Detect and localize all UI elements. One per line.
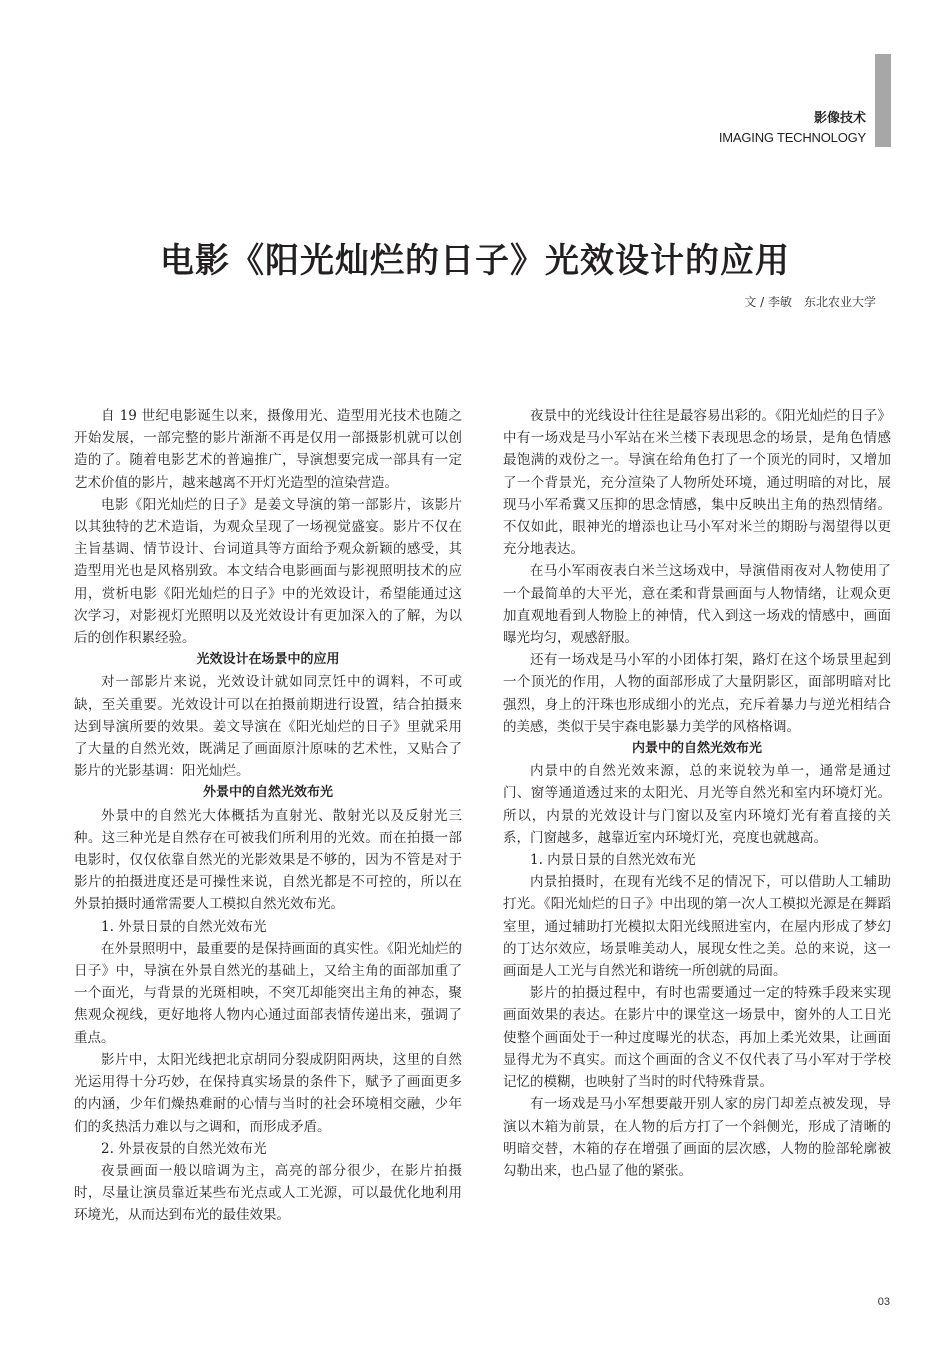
paragraph: 内景中的自然光效来源，总的来说较为单一，通常是通过门、窗等通道透过来的太阳光、月光等自然光和室内环境灯光。所以，内景的光效设计与门窗以及室内环境灯光有着直接的关系，门窗越多，越靠近室内环境灯光，亮度也就越高。: [503, 763, 891, 846]
subsection-heading: 1. 内景日景的自然光效布光: [530, 852, 696, 869]
paragraph: 在外景照明中，最重要的是保持画面的真实性。《阳光灿烂的日子》中，导演在外景自然光的基础上，又给主角的面部加重了一个面光，与背景的光斑相映，不突兀却能突出主角的神态，聚焦观众视线，更好地将人物内心通过面部表情传递出来，强调了重点。: [74, 940, 462, 1046]
section-heading: 光效设计在场景中的应用: [196, 652, 340, 668]
paragraph: 影片的拍摄过程中，有时也需要通过一定的特殊手段来实现画面效果的表达。在影片中的课堂这一场景中，窗外的人工日光使整个画面处于一种过度曝光的状态，再加上柔光效果，让画面显得尤为不真实。而这个画面的含义不仅代表了马小军对于学校记忆的模糊，也映射了当时的时代特殊背景。: [503, 985, 891, 1091]
paragraph: 内景拍摄时，在现有光线不足的情况下，可以借助人工辅助打光。《阳光灿烂的日子》中出现的第一次人工模拟光源是在舞蹈室里，通过辅助打光模拟太阳光线照进室内，在屋内形成了梦幻的丁达尔效应，场景唯美动人，展现女性之美。总的来说，这一画面是人工光与自然光和谐统一所创就的局面。: [503, 874, 891, 980]
article-byline: 文 / 李敏 东北农业大学: [744, 295, 876, 309]
paragraph: 有一场戏是马小军想要敲开别人家的房门却差点被发现，导演以木箱为前景，在人物的后方打了一个斜侧光，形成了清晰的明暗交替，木箱的存在增强了画面的层次感，人物的脸部轮廓被勾勒出来，也凸显了他的紧张。: [503, 1096, 891, 1179]
article-title: 电影《阳光灿烂的日子》光效设计的应用: [160, 240, 790, 281]
subsection-heading: 2. 外景夜景的自然光效布光: [101, 1140, 267, 1157]
section-label-cn: 影像技术: [813, 111, 866, 126]
section-heading: 外景中的自然光效布光: [202, 785, 333, 801]
paragraph: 还有一场戏是马小军的小团体打架，路灯在这个场景里起到一个顶光的作用，人物的面部形成了大量阴影区，面部明暗对比强烈，身上的汗珠也形成细小的光点，充斥着暴力与逆光相结合的美感，类似于吴宇森电影暴力美学的风格格调。: [503, 652, 891, 735]
paragraph: 对一部影片来说，光效设计就如同烹饪中的调料，不可或缺，至关重要。光效设计可以在拍摄前期进行设置，结合拍摄来达到导演所要的效果。姜文导演在《阳光灿烂的日子》里就采用了大量的自然光效，既满足了画面原汁原味的艺术性，又贴合了影片的光影基调：阳光灿烂。: [74, 674, 462, 780]
paragraph: 在马小军雨夜表白米兰这场戏中，导演借雨夜对人物使用了一个最简单的大平光，意在柔和背景画面与人物情绪，让观众更加直观地看到人物脸上的神情，代入到这一场戏的情感中，画面曝光均匀，观感舒服。: [503, 563, 891, 647]
paragraph: 夜景中的光线设计往往是最容易出彩的。《阳光灿烂的日子》中有一场戏是马小军站在米兰楼下表现思念的场景，是角色情感最饱满的戏份之一。导演在给角色打了一个顶光的同时，又增加了一个背景光，充分渲染了人物所处环境，通过明暗的对比，展现马小军希冀又压抑的思念情感，集中反映出主角的热烈情绪。不仅如此，眼神光的增添也让马小军对米兰的期盼与渴望得以更充分地表达。: [503, 408, 891, 558]
page-number: 03: [877, 1296, 890, 1308]
section-marker-bar: [875, 54, 891, 147]
section-label-en: IMAGING TECHNOLOGY: [718, 130, 866, 145]
section-heading: 内景中的自然光效布光: [631, 741, 762, 757]
right-column: [503, 405, 891, 1182]
left-column: [74, 405, 462, 1227]
paragraph: 电影《阳光灿烂的日子》是姜文导演的第一部影片，该影片以其独特的艺术造诣，为观众呈现了一场视觉盛宴。影片不仅在主旨基调、情节设计、台词道具等方面给予观众新颖的感受，其造型用光也是风格别致。本文结合电影画面与影视照明技术的应用，赏析电影《阳光灿烂的日子》中的光效设计，希望能通过这次学习，对影视灯光照明以及光效设计有更加深入的了解，为以后的创作积累经验。: [74, 496, 462, 647]
paragraph: 影片中，太阳光线把北京胡同分裂成阴阳两块，这里的自然光运用得十分巧妙，在保持真实场景的条件下，赋予了画面更多的内涵，少年们燥热难耐的心情与当时的社会环境相交融，少年们的炙热活力难以与之调和，而形成矛盾。: [74, 1051, 462, 1135]
paragraph: 外景中的自然光大体概括为直射光、散射光以及反射光三种。这三种光是自然存在可被我们所利用的光效。而在拍摄一部电影时，仅仅依靠自然光的光影效果是不够的，因为不管是对于影片的拍摄进度还是可操性来说，自然光都是不可控的，所以在外景拍摄时通常需要人工模拟自然光效布光。: [74, 807, 462, 913]
paragraph: 夜景画面一般以暗调为主，高亮的部分很少，在影片拍摄时，尽量让演员靠近某些布光点或人工光源，可以最优化地利用环境光，从而达到布光的最佳效果。: [74, 1162, 462, 1224]
subsection-heading: 1. 外景日景的自然光效布光: [101, 918, 267, 935]
paragraph: 自 19 世纪电影诞生以来，摄像用光、造型用光技术也随之开始发展，一部完整的影片渐渐不再是仅用一部摄影机就可以创造的了。随着电影艺术的普遍推广，导演想要完成一部具有一定艺术价值的影片，越来越离不开灯光造型的渲染营造。: [74, 408, 462, 491]
